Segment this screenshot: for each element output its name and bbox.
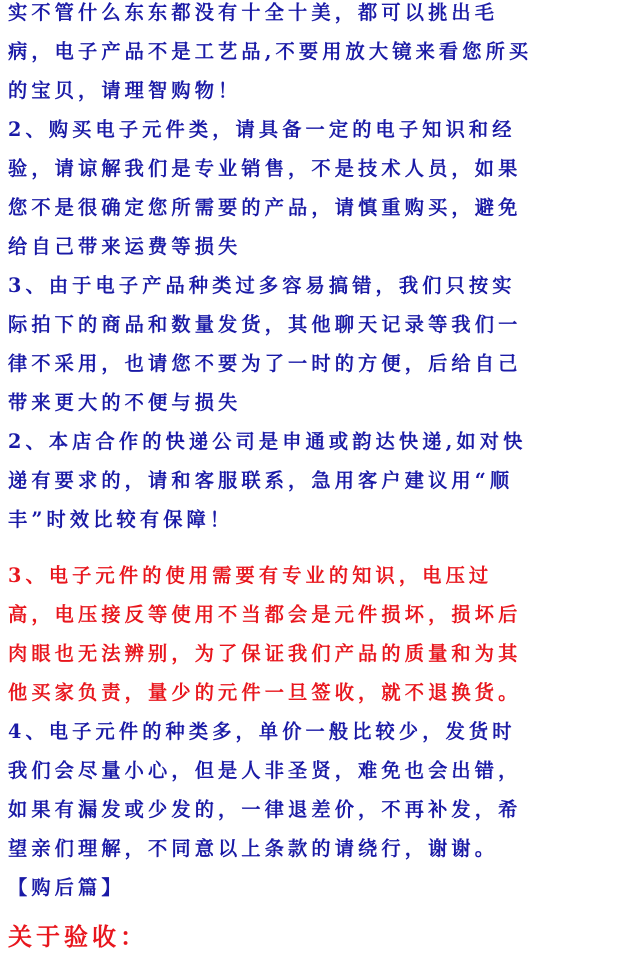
shipping-errors-line-2: 我们会尽量小心，但是人非圣贤，难免也会出错， [8, 759, 522, 782]
buy-components-line-3: 您不是很确定您所需要的产品，请慎重购买，避免 [8, 196, 522, 219]
goods-policy-line-1: 3、由于电子产品种类过多容易搞错，我们只按实 [8, 274, 516, 297]
buy-components-line-4: 给自己带来运费等损失 [8, 235, 242, 258]
goods-policy-line-3: 律不采用，也请您不要为了一时的方便，后给自己 [8, 352, 522, 375]
acceptance-heading: 关于验收： [8, 922, 148, 951]
after-sale-title: 【购后篇】 [8, 876, 125, 899]
express-line-3: 丰”时效比较有保障！ [8, 508, 234, 531]
buy-components-line-1: 2、购买电子元件类，请具备一定的电子知识和经 [8, 118, 516, 141]
shipping-errors-line-1: 4、电子元件的种类多，单价一般比较少，发货时 [8, 720, 516, 743]
intro-line-2: 病，电子产品不是工艺品,不要用放大镜来看您所买 [8, 40, 533, 63]
express-line-2: 递有要求的，请和客服联系，急用客户建议用“顺 [8, 469, 514, 492]
usage-warning-line-1: 3、电子元件的使用需要有专业的知识，电压过 [8, 564, 493, 587]
shipping-errors-line-4: 望亲们理解，不同意以上条款的请绕行，谢谢。 [8, 837, 499, 860]
usage-warning-line-2: 高，电压接反等使用不当都会是元件损坏，损坏后 [8, 603, 522, 626]
usage-warning-line-4: 他买家负责，量少的元件一旦签收，就不退换货。 [8, 681, 522, 704]
intro-line-3: 的宝贝，请理智购物！ [8, 79, 242, 102]
goods-policy-line-2: 际拍下的商品和数量发货，其他聊天记录等我们一 [8, 313, 522, 336]
intro-line-1: 实不管什么东东都没有十全十美，都可以挑出毛 [8, 1, 499, 24]
buy-components-line-2: 验，请谅解我们是专业销售，不是技术人员，如果 [8, 157, 522, 180]
express-line-1: 2、本店合作的快递公司是申通或韵达快递,如对快 [8, 430, 527, 453]
usage-warning-line-3: 肉眼也无法辨别，为了保证我们产品的质量和为其 [8, 642, 522, 665]
goods-policy-line-4: 带来更大的不便与损失 [8, 391, 242, 414]
shipping-errors-line-3: 如果有漏发或少发的，一律退差价，不再补发，希 [8, 798, 522, 821]
